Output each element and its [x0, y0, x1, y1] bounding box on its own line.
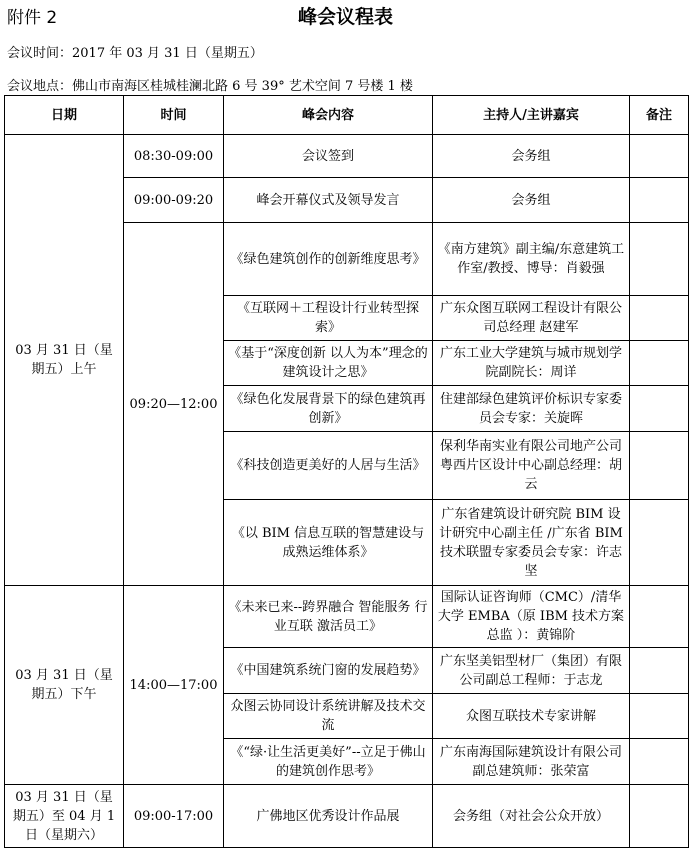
- host-cell: 《南方建筑》副主编/东意建筑工作室/教授、博导：肖毅强: [433, 223, 630, 296]
- meeting-time: 会议时间：2017 年 03 月 31 日（星期五）: [7, 46, 263, 61]
- content-cell: 峰会开幕仪式及领导发言: [224, 178, 433, 223]
- attachment-label: 附件 2: [7, 8, 58, 28]
- host-cell: 会务组: [433, 178, 630, 223]
- note-cell: [630, 386, 689, 432]
- meeting-place: 会议地点：佛山市南海区桂城桂澜北路 6 号 39° 艺术空间 7 号楼 1 楼: [7, 79, 413, 94]
- note-cell: [630, 341, 689, 386]
- host-cell: 国际认证咨询师（CMC）/清华大学 EMBA（原 IBM 技术方案总监 ）：黄锦阶: [433, 586, 630, 648]
- content-cell: 广佛地区优秀设计作品展: [224, 785, 433, 848]
- header-host: 主持人/主讲嘉宾: [433, 96, 630, 135]
- host-cell: 广东南海国际建筑设计有限公司副总建筑师：张荣富: [433, 739, 630, 785]
- table-row: [5, 586, 689, 648]
- time-cell: 08:30-09:00: [124, 135, 224, 178]
- content-cell: 《互联网＋工程设计行业转型探索》: [224, 296, 433, 341]
- note-cell: [630, 178, 689, 223]
- date-cell: 03 月 31 日（星期五）上午: [5, 135, 124, 586]
- content-cell: 《未来已来--跨界融合 智能服务 行业互联 激活员工》: [224, 586, 433, 648]
- time-cell: 09:00-17:00: [124, 785, 224, 848]
- note-cell: [630, 500, 689, 586]
- host-cell: 会务组: [433, 135, 630, 178]
- host-cell: 住建部绿色建筑评价标识专家委员会专家：关旋晖: [433, 386, 630, 432]
- date-cell: 03 月 31 日（星期五）至 04 月 1 日（星期六）: [5, 785, 124, 848]
- page-title: 峰会议程表: [297, 6, 393, 28]
- note-cell: [630, 648, 689, 694]
- note-cell: [630, 296, 689, 341]
- note-cell: [630, 223, 689, 296]
- time-cell: 14:00—17:00: [124, 586, 224, 785]
- page-header: [0, 0, 691, 30]
- host-cell: 广东工业大学建筑与城市规划学院副院长：周详: [433, 341, 630, 386]
- host-cell: 广东众图互联网工程设计有限公司总经理 赵建军: [433, 296, 630, 341]
- content-cell: 《“绿·让生活更美好”--立足于佛山的建筑创作思考》: [224, 739, 433, 785]
- host-cell: 广东坚美铝型材厂（集团）有限公司副总工程师：于志龙: [433, 648, 630, 694]
- note-cell: [630, 432, 689, 500]
- table-header-row: [5, 96, 689, 135]
- content-cell: 《中国建筑系统门窗的发展趋势》: [224, 648, 433, 694]
- header-time: 时间: [124, 96, 224, 135]
- host-cell: 保利华南实业有限公司地产公司粤西片区设计中心副总经理：胡云: [433, 432, 630, 500]
- host-cell: 广东省建筑设计研究院 BIM 设计研究中心副主任 /广东省 BIM 技术联盟专家委员会专家：许志坚: [433, 500, 630, 586]
- note-cell: [630, 135, 689, 178]
- note-cell: [630, 785, 689, 848]
- time-cell: 09:20—12:00: [124, 223, 224, 586]
- content-cell: 《绿色建筑创作的创新维度思考》: [224, 223, 433, 296]
- header-date: 日期: [5, 96, 124, 135]
- content-cell: 众图云协同设计系统讲解及技术交流: [224, 694, 433, 739]
- header-content: 峰会内容: [224, 96, 433, 135]
- host-cell: 会务组（对社会公众开放）: [433, 785, 630, 848]
- content-cell: 《基于“深度创新 以人为本”理念的建筑设计之思》: [224, 341, 433, 386]
- note-cell: [630, 586, 689, 648]
- table-row: [5, 135, 689, 178]
- content-cell: 《科技创造更美好的人居与生活》: [224, 432, 433, 500]
- table-row: [5, 785, 689, 848]
- content-cell: 会议签到: [224, 135, 433, 178]
- content-cell: 《以 BIM 信息互联的智慧建设与成熟运维体系》: [224, 500, 433, 586]
- note-cell: [630, 694, 689, 739]
- note-cell: [630, 739, 689, 785]
- content-cell: 《绿色化发展背景下的绿色建筑再创新》: [224, 386, 433, 432]
- time-cell: 09:00-09:20: [124, 178, 224, 223]
- header-note: 备注: [630, 96, 689, 135]
- date-cell: 03 月 31 日（星期五）下午: [5, 586, 124, 785]
- agenda-table: [4, 95, 689, 848]
- host-cell: 众图互联技术专家讲解: [433, 694, 630, 739]
